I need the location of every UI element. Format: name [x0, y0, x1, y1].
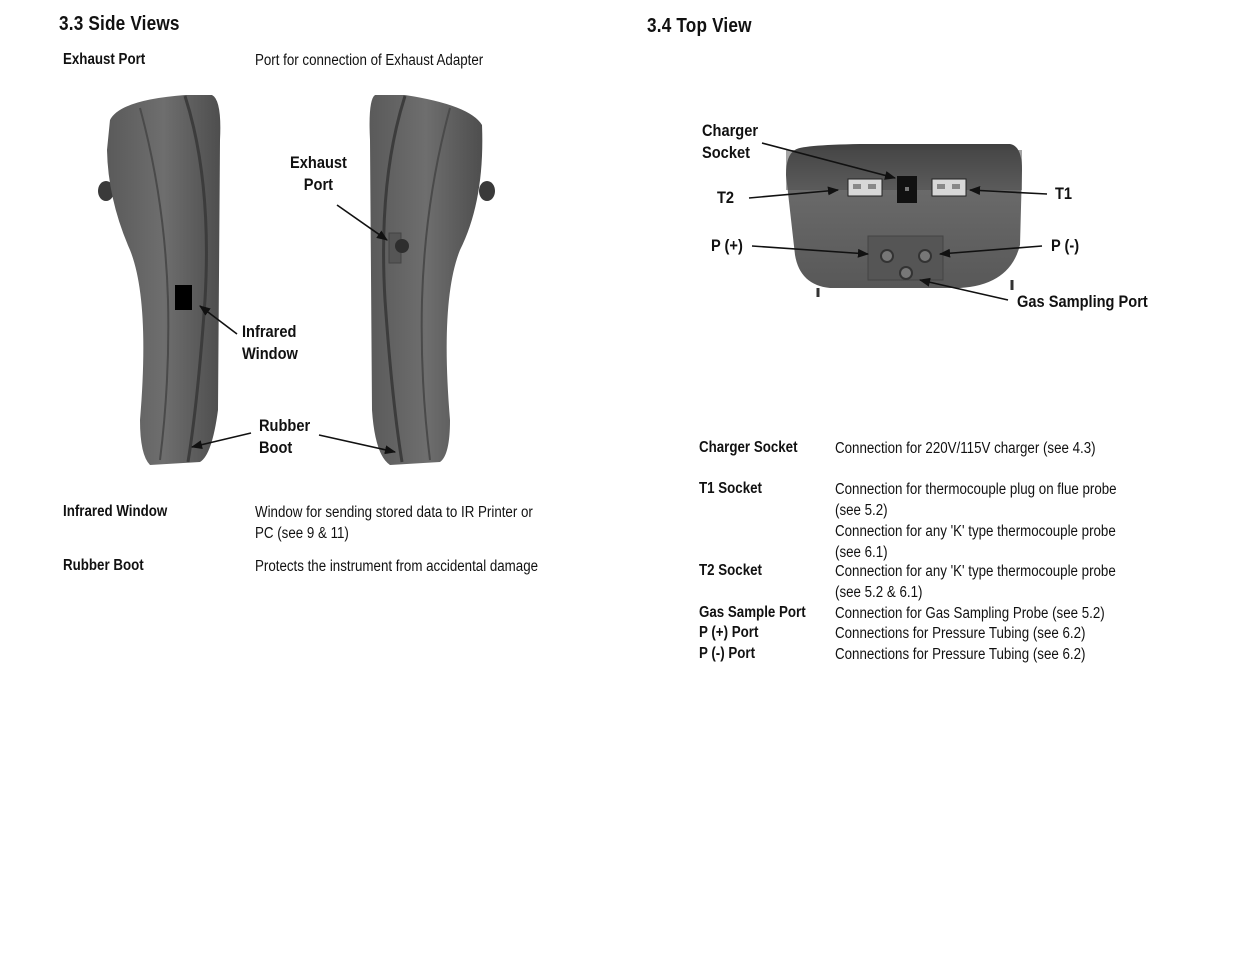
callout-exhaust-port: Exhaust Port — [290, 153, 347, 194]
table-row-description: Connection for thermocouple plug on flue probe (see 5.2) Connection for any 'K' type thermocouple probe (see 6.1) — [835, 481, 1117, 561]
table-row-label: Gas Sample Port — [699, 604, 806, 621]
callout-t1: T1 — [1055, 184, 1073, 203]
table-row-description: Connections for Pressure Tubing (see 6.2) — [835, 646, 1086, 663]
table-row-label: P (-) Port — [699, 645, 756, 662]
infrared-window-label: Infrared Window — [63, 503, 168, 520]
top-view-device — [786, 144, 1022, 297]
exhaust-port-description: Port for connection of Exhaust Adapter — [255, 52, 484, 69]
callout-rubber-boot: Rubber Boot — [259, 416, 311, 457]
callout-p-plus: P (+) — [711, 236, 743, 255]
table-row-label: Charger Socket — [699, 439, 798, 456]
table-row-description: Connection for any 'K' type thermocouple probe (see 5.2 & 6.1) — [835, 563, 1116, 601]
exhaust-port-label: Exhaust Port — [63, 51, 146, 68]
infrared-window-description: Window for sending stored data to IR Printer or PC (see 9 & 11) — [255, 504, 533, 542]
table-row-label: T1 Socket — [699, 480, 762, 497]
callout-gas-sampling-port: Gas Sampling Port — [1017, 292, 1148, 311]
table-row-description: Connection for 220V/115V charger (see 4.3) — [835, 440, 1096, 457]
table-row-description: Connection for Gas Sampling Probe (see 5.2) — [835, 605, 1105, 622]
rubber-boot-description: Protects the instrument from accidental damage — [255, 558, 539, 575]
table-row-description: Connections for Pressure Tubing (see 6.2) — [835, 625, 1086, 642]
callout-infrared-window: Infrared Window — [242, 322, 298, 363]
callout-t2: T2 — [717, 188, 735, 207]
table-row-label: P (+) Port — [699, 624, 759, 641]
side-view-right-device — [370, 95, 495, 465]
table-row-label: T2 Socket — [699, 562, 762, 579]
callout-charger-socket: Charger Socket — [702, 121, 759, 162]
callout-p-minus: P (-) — [1051, 236, 1080, 255]
side-view-left-device — [98, 95, 220, 465]
rubber-boot-label: Rubber Boot — [63, 557, 144, 574]
top-view-heading: 3.4 Top View — [647, 15, 752, 37]
side-views-heading: 3.3 Side Views — [59, 13, 180, 35]
